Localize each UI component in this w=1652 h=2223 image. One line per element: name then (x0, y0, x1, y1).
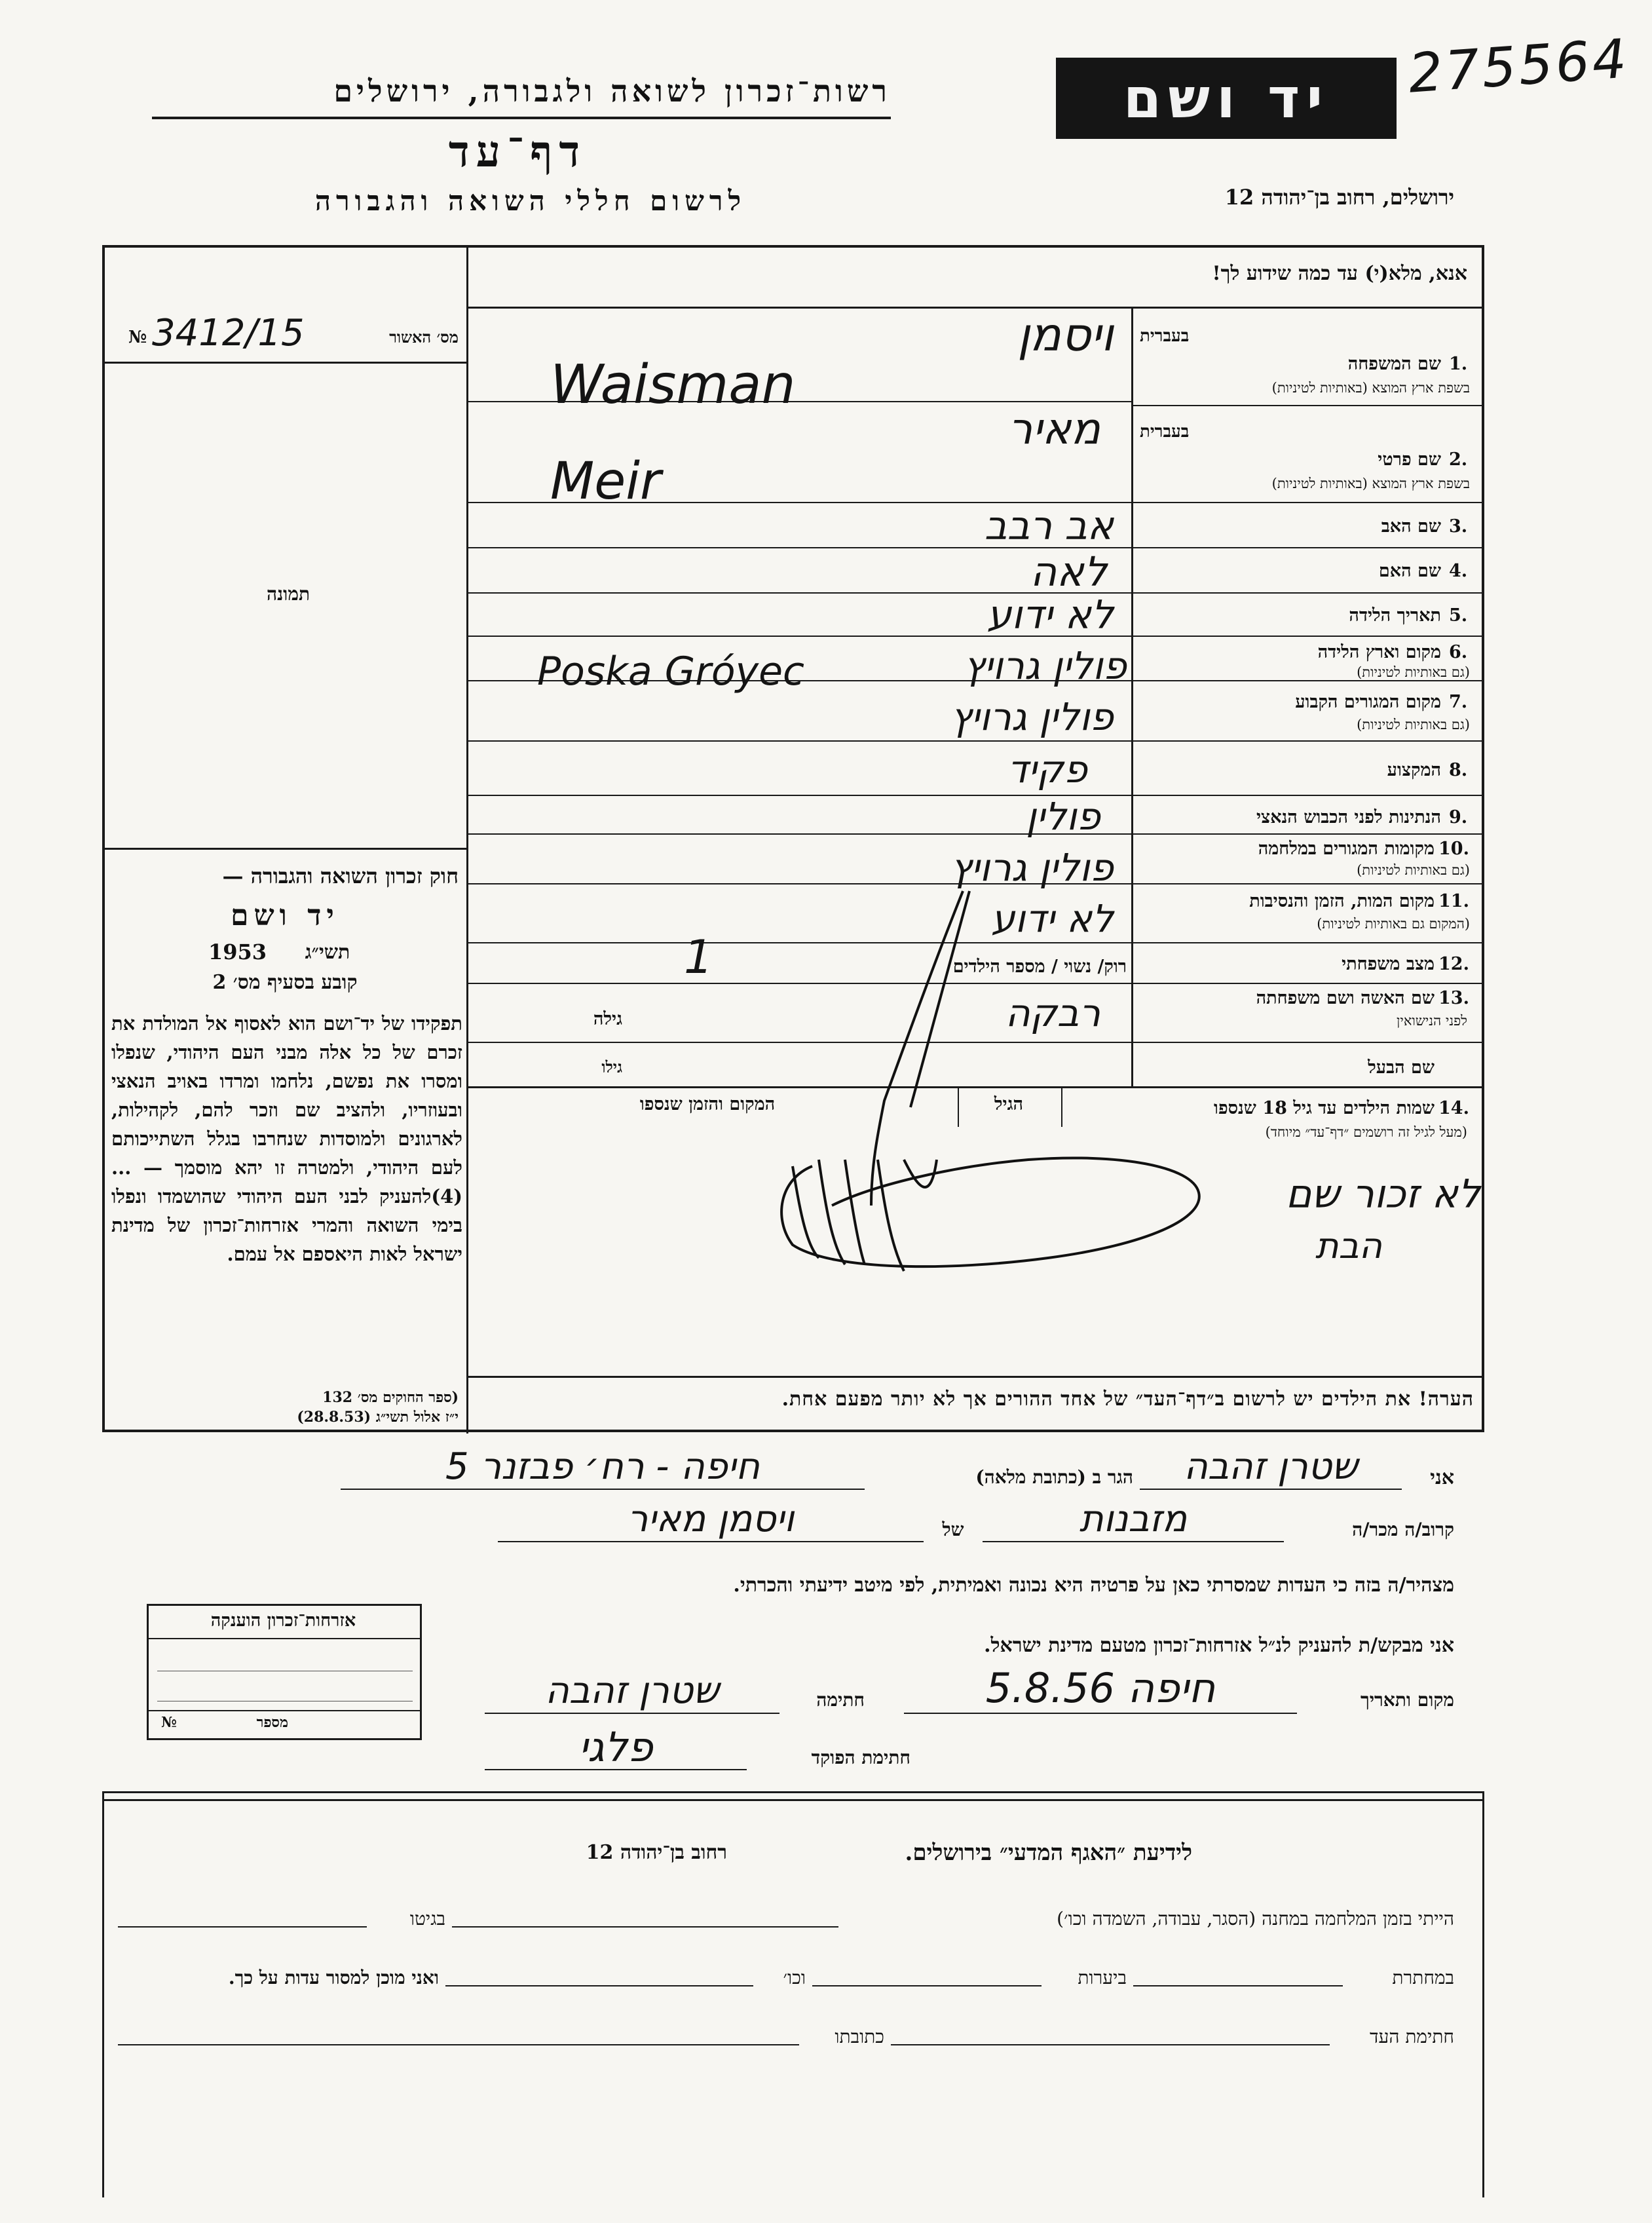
declarant-relation[interactable]: מזבנות (1079, 1498, 1188, 1540)
field-5-number: 5. (1449, 605, 1468, 626)
field-11-label: מקום המות, הזמן והנסיבות (1249, 891, 1435, 911)
citizenship-box-no: № (161, 1714, 177, 1731)
husband-label: שם הבעל (1368, 1057, 1435, 1078)
field-14-col-age: הגיל (994, 1094, 1024, 1114)
approval-number: 3412/15 (152, 312, 305, 354)
declarant-prefix: אני (1430, 1466, 1454, 1489)
relative-label: קרוב/ה מכר/ה (1352, 1519, 1454, 1540)
field-14-value-2[interactable]: הבת (1315, 1225, 1382, 1266)
law-clause: קובע בסעיף מס׳ 2 (212, 971, 358, 994)
field-14-number: 14. (1438, 1098, 1469, 1118)
authority-title: רשות־זכרון לשואה ולגבורה, ירושלים (333, 73, 891, 109)
field-2-label: שם פרטי (1378, 449, 1441, 470)
footer-line1-camp: הייתי בזמן המלחמה במחנה (הסגר, עבודה, השמדה וכו׳) (1057, 1908, 1454, 1929)
citizenship-request: אני מבקש/ת להעניק לנ״ל אזרחות־זכרון מטעם מדינת ישראל. (984, 1634, 1454, 1657)
field-13-number: 13. (1438, 988, 1469, 1008)
archive-number: 275564 (1406, 28, 1631, 105)
field-4-value[interactable]: לאה (1030, 548, 1107, 596)
footer-title: לידיעת ״האגף המדעי״ בירושלים. (905, 1840, 1192, 1866)
field-8-value[interactable]: פקיד (1007, 747, 1087, 791)
law-body: תפקידו של יד־ושם הוא לאסוף אל המולדת את זכרם של כל אלה מבני העם היהודי, שנפלו ומסרו את נפשם, נלחמו ומרדו באויב הנאצי ובעוזריו, ולהציב שם וזכר להם, לקהילות, לארגונים ולמוסדות שנחרבו בגלל השתייכותם לעם היהודי, ולמטרה זו יהא מוסמך — ...(4)להעניק לבני העם היהודי שהושמדו ונפלו בימי השואה והמרי אזרחות־זכרון של מדינת ישראל לאות היאספם אל עמם. (111, 1012, 462, 1265)
field-6-value[interactable]: פולין גרויץ (964, 643, 1127, 688)
law-title: חוק זכרון השואה והגבורה — (222, 864, 459, 888)
declarant-of-name[interactable]: ויסמן מאיר (627, 1498, 795, 1540)
footer-line2-underground: במחתרת (1392, 1967, 1454, 1988)
cross-out-scribble (753, 878, 1225, 1284)
field-9-value[interactable]: פולין (1026, 794, 1100, 839)
footer-line3-address: כתובתו (835, 2026, 884, 2047)
field-3-number: 3. (1449, 516, 1468, 537)
field-1-lang: בעברית (1140, 326, 1190, 346)
field-2-lang: בעברית (1140, 422, 1190, 442)
field-12-children-count[interactable]: 1 (684, 930, 713, 984)
declarant-signature[interactable]: שטרן זהבה (545, 1669, 719, 1712)
law-name: יד ושם (231, 899, 339, 932)
field-2-value-latin[interactable]: Meir (550, 452, 662, 511)
field-6-sub: (גם באותיות לטיניות) (1357, 664, 1470, 680)
husband-age-label: גילו (601, 1057, 622, 1076)
children-note: הערה! את הילדים יש לרשום ב״דף־העד״ של אחד ההורים אך לא יותר מפעם אחת. (781, 1388, 1474, 1411)
field-5-label: תאריך הלידה (1349, 605, 1441, 626)
field-10-number: 10. (1438, 839, 1469, 859)
law-ref2: י״ז אלול תשי״ג (28.8.53) (297, 1409, 459, 1426)
field-13-age-label: גילה (593, 1009, 622, 1029)
declaration-text: מצהיר/ה בזה כי העדות שמסרתי כאן על פרטיה היא נכונה ואמיתית, לפי מיטב ידיעתי והכרתי. (733, 1574, 1454, 1597)
document-title: דף־עד (448, 126, 587, 177)
field-2-value-he[interactable]: מאיר (1008, 404, 1100, 454)
field-11-number: 11. (1438, 891, 1469, 911)
place-date-label: מקום ותאריך (1360, 1689, 1454, 1711)
approval-no: № (128, 328, 147, 347)
resides-label: הגר ב (כתובת מלאה) (975, 1466, 1133, 1488)
footer-line2-etc: וכו׳ (783, 1967, 806, 1988)
field-3-value[interactable]: אב רבב (984, 503, 1114, 549)
field-1-sub: בשפת ארץ המוצא (באותיות לטיניות) (1271, 380, 1470, 396)
field-3-label: שם האב (1381, 516, 1441, 537)
footer-line1-ghetto: בגיטו (409, 1908, 445, 1929)
field-4-label: שם האם (1378, 561, 1441, 581)
field-10-value[interactable]: פולין גרויץ (950, 845, 1114, 890)
field-4-number: 4. (1449, 561, 1468, 581)
field-14-col-place: המקום והזמן שנספו (639, 1094, 776, 1114)
field-9-number: 9. (1449, 807, 1468, 827)
place-date-value[interactable]: חיפה 5.8.56 (985, 1664, 1216, 1712)
field-12-number: 12. (1438, 954, 1469, 974)
declarant-address[interactable]: חיפה - רח׳ פבזנר 5 (445, 1445, 760, 1488)
field-8-label: המקצוע (1387, 760, 1441, 780)
field-1-label: שם המשפחה (1347, 354, 1441, 374)
field-13-label: שם האשה ושם משפחתה (1256, 988, 1435, 1008)
footer-line2-forests: ביערות (1078, 1967, 1127, 1988)
field-11-sub: (המקום גם באותיות לטיניות) (1317, 916, 1470, 932)
field-12-status-options: רוק/ נשוי / מספר הילדים (952, 957, 1127, 977)
field-1-number: 1. (1449, 354, 1468, 374)
instruction: אנא, מלא(י) עד כמה שידוע לך! (1212, 262, 1467, 285)
yad-vashem-logo: יד ושם (1056, 58, 1397, 139)
signature-label: חתימה (816, 1689, 865, 1711)
address: ירושלים, רחוב בן־יהודה 12 (1224, 185, 1454, 210)
field-7-sub: (גם באותיות לטיניות) (1357, 717, 1470, 732)
field-14-value[interactable]: לא זכור שם (1285, 1171, 1480, 1217)
field-10-label: מקומות המגורים במלחמה (1258, 839, 1435, 859)
citizenship-box-number-label: מספר (256, 1714, 288, 1731)
field-7-value[interactable]: פולין גרויץ (950, 694, 1114, 739)
field-6-number: 6. (1449, 642, 1468, 662)
officer-signature-label: חתימת הפוקד (811, 1747, 910, 1768)
field-13-sub: לפני הנישואין (1397, 1013, 1467, 1029)
field-11-value[interactable]: לא ידוע (991, 896, 1114, 941)
law-year-he: תשי״ג (305, 941, 350, 964)
field-2-sub: בשפת ארץ המוצא (באותיות לטיניות) (1271, 476, 1470, 491)
field-1-value-latin[interactable]: Waisman (550, 354, 796, 416)
law-ref1: (ספר החוקים מס׳ 132 (322, 1389, 459, 1406)
officer-signature[interactable]: פלגי (578, 1723, 653, 1771)
law-year: 1953 (208, 940, 267, 964)
field-14-label: שמות הילדים עד גיל 18 שנספו (1214, 1098, 1435, 1118)
declarant-name[interactable]: שטרן זהבה (1184, 1445, 1358, 1488)
field-7-label: מקום המגורים הקבוע (1295, 692, 1441, 712)
field-13-value[interactable]: רבקה (1005, 991, 1100, 1035)
approval-label: מס׳ האשור (389, 328, 459, 347)
footer-line3-witness-signature: חתימת העד (1370, 2026, 1454, 2047)
field-12-label: מצב משפחתי (1342, 954, 1435, 974)
field-1-value-he[interactable]: ויסמן (1017, 308, 1114, 362)
field-6-value-latin[interactable]: Poska Gróyec (537, 649, 805, 694)
field-7-number: 7. (1449, 692, 1468, 712)
field-2-number: 2. (1449, 449, 1468, 470)
field-10-sub: (גם באותיות לטיניות) (1357, 862, 1470, 878)
field-8-number: 8. (1449, 760, 1468, 780)
footer-line2-willing: ואני מוכן למסור עדות על כך. (228, 1967, 439, 1988)
citizenship-box-title: אזרחות־זכרון הוענקה (210, 1610, 356, 1631)
footer-address: רחוב בן־יהודה 12 (586, 1841, 727, 1864)
photo-label: תמונה (266, 583, 310, 605)
field-14-sub: (מעל לגיל זה רושמים ״דף־עד״ מיוחד) (1265, 1124, 1467, 1140)
field-9-label: הנתינות לפני הכבוש הנאצי (1256, 807, 1441, 827)
field-5-value[interactable]: לא ידוע (986, 592, 1114, 638)
document-subtitle: לרשום חללי השואה והגבורה (314, 185, 747, 217)
of-label: של (942, 1519, 964, 1540)
field-6-label: מקום וארץ הלידה (1317, 642, 1441, 662)
